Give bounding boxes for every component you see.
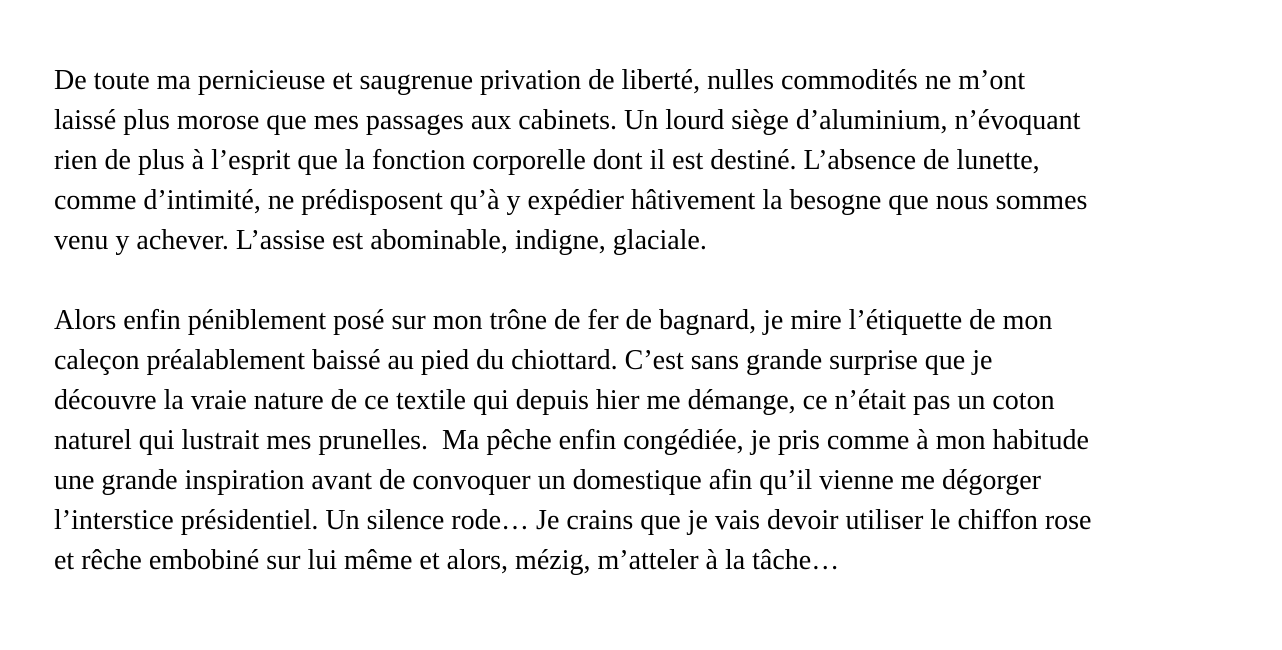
text-line: caleçon préalablement baissé au pied du chiottard. C’est sans grande surprise que je	[54, 345, 993, 376]
text-line: découvre la vraie nature de ce textile qui depuis hier me démange, ce n’était pas un coton	[54, 385, 1055, 416]
paragraph-1	[54, 61, 1269, 261]
text-line: l’interstice présidentiel. Un silence rode… Je crains que je vais devoir utiliser le chiffon rose	[54, 505, 1092, 536]
text-line: laissé plus morose que mes passages aux cabinets. Un lourd siège d’aluminium, n’évoquant	[54, 105, 1081, 136]
text-line: Alors enfin péniblement posé sur mon trône de fer de bagnard, je mire l’étiquette de mon	[54, 305, 1053, 336]
text-line: comme d’intimité, ne prédisposent qu’à y expédier hâtivement la besogne que nous sommes	[54, 185, 1088, 216]
text-line: De toute ma pernicieuse et saugrenue privation de liberté, nulles commodités ne m’ont	[54, 65, 1026, 96]
text-line: naturel qui lustrait mes prunelles. Ma pêche enfin congédiée, je pris comme à mon habitude	[54, 425, 1089, 456]
text-line: une grande inspiration avant de convoquer un domestique afin qu’il vienne me dégorger	[54, 465, 1041, 496]
paragraph-2	[54, 301, 1269, 581]
text-line: venu y achever. L’assise est abominable, indigne, glaciale.	[54, 225, 707, 256]
text-line: rien de plus à l’esprit que la fonction corporelle dont il est destiné. L’absence de lunette,	[54, 145, 1040, 176]
text-line: et rêche embobiné sur lui même et alors, mézig, m’atteler à la tâche…	[54, 545, 840, 576]
document-body	[54, 61, 1269, 581]
